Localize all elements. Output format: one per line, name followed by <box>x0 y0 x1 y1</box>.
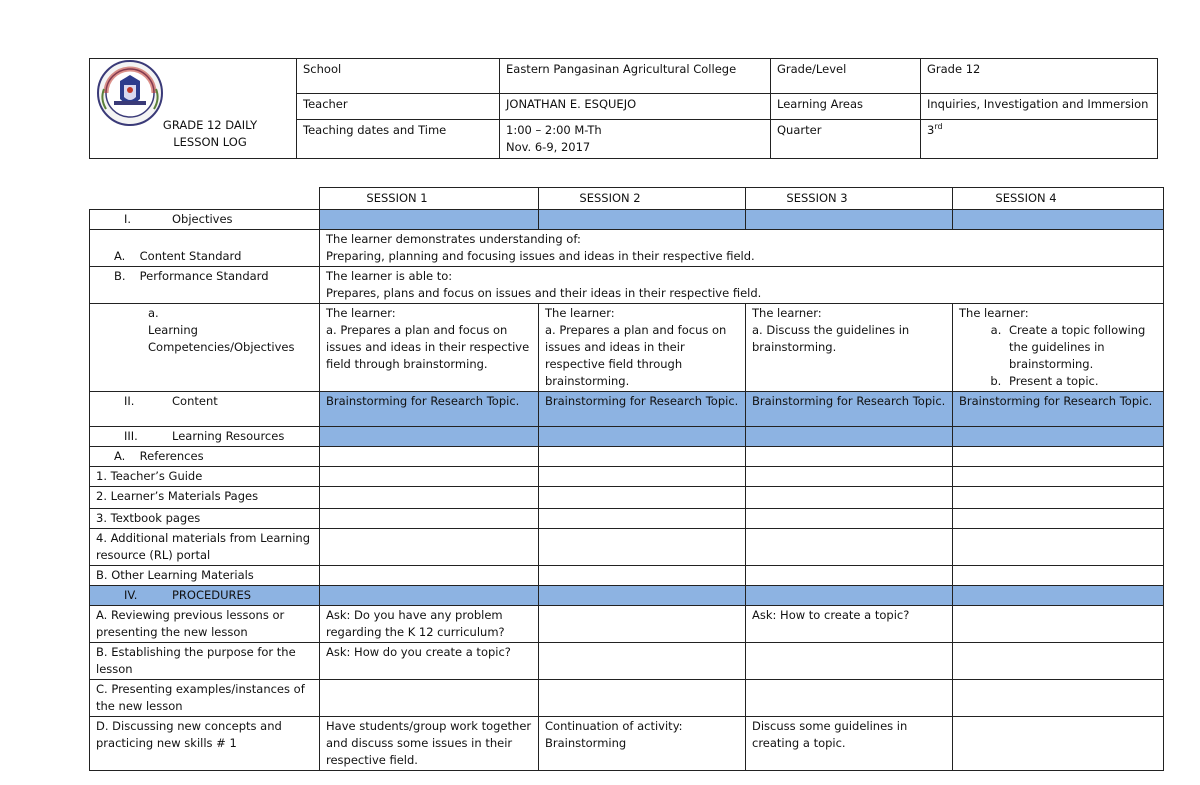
dates-value: 1:00 – 2:00 M-Th Nov. 6-9, 2017 <box>500 120 771 159</box>
competencies-s4: The learner: a. Create a topic following the guidelines in brainstorming. b. Present a topic. <box>953 304 1164 392</box>
discussing-s1: Have students/group work together and discuss some issues in their respective field. <box>320 717 539 771</box>
objectives-label: I. Objectives <box>90 210 320 230</box>
resources-s3 <box>746 427 953 447</box>
learners-materials-label: 2. Learner’s Materials Pages <box>90 487 320 509</box>
establishing-label: B. Establishing the purpose for the lesson <box>90 643 320 680</box>
quarter-label: Quarter <box>771 120 921 159</box>
reviewing-s1: Ask: Do you have any problem regarding the K 12 curriculum? <box>320 606 539 643</box>
session-4-header: SESSION 4 <box>953 188 1164 210</box>
establishing-s1: Ask: How do you create a topic? <box>320 643 539 680</box>
content-label: II. Content <box>90 392 320 427</box>
resources-s2 <box>539 427 746 447</box>
additional-materials-label: 4. Additional materials from Learning resource (RL) portal <box>90 529 320 566</box>
competencies-label: a.Learning Competencies/Objectives <box>90 304 320 392</box>
objectives-s1 <box>320 210 539 230</box>
dates-label: Teaching dates and Time <box>297 120 500 159</box>
content-standard-value: The learner demonstrates understanding of: Preparing, planning and focusing issues and ideas in their respective field. <box>320 230 1164 267</box>
discussing-s4 <box>953 717 1164 771</box>
reviewing-s3: Ask: How to create a topic? <box>746 606 953 643</box>
content-s2: Brainstorming for Research Topic. <box>539 392 746 427</box>
objectives-s2 <box>539 210 746 230</box>
procedures-label: IV. PROCEDURES <box>90 586 320 606</box>
resources-s4 <box>953 427 1164 447</box>
reviewing-s2 <box>539 606 746 643</box>
references-label: A. References <box>90 447 320 467</box>
competencies-s1: The learner: a. Prepares a plan and focus on issues and ideas in their respective field through brainstorming. <box>320 304 539 392</box>
grade-label: Grade/Level <box>771 59 921 94</box>
header-table <box>89 58 1158 159</box>
competency-item: b. Present a topic. <box>1005 373 1157 390</box>
school-label: School <box>297 59 500 94</box>
header-logo-cell <box>90 59 297 159</box>
content-s3: Brainstorming for Research Topic. <box>746 392 953 427</box>
competencies-s2: The learner: a. Prepares a plan and focus on issues and ideas in their respective field through brainstorming. <box>539 304 746 392</box>
resources-label: III. Learning Resources <box>90 427 320 447</box>
performance-standard-value: The learner is able to: Prepares, plans and focus on issues and their ideas in their respective field. <box>320 267 1164 304</box>
reviewing-s4 <box>953 606 1164 643</box>
school-value: Eastern Pangasinan Agricultural College <box>500 59 771 94</box>
session-1-header: SESSION 1 <box>320 188 539 210</box>
discussing-label: D. Discussing new concepts and practicing new skills # 1 <box>90 717 320 771</box>
resources-s1 <box>320 427 539 447</box>
reviewing-label: A. Reviewing previous lessons or presenting the new lesson <box>90 606 320 643</box>
discussing-s2: Continuation of activity: Brainstorming <box>539 717 746 771</box>
teacher-label: Teacher <box>297 94 500 120</box>
content-s4: Brainstorming for Research Topic. <box>953 392 1164 427</box>
areas-value: Inquiries, Investigation and Immersion <box>921 94 1158 120</box>
content-standard-label: A. Content Standard <box>90 230 320 267</box>
areas-label: Learning Areas <box>771 94 921 120</box>
teachers-guide-label: 1. Teacher’s Guide <box>90 467 320 487</box>
objectives-s3 <box>746 210 953 230</box>
discussing-s3: Discuss some guidelines in creating a topic. <box>746 717 953 771</box>
presenting-label: C. Presenting examples/instances of the new lesson <box>90 680 320 717</box>
content-s1: Brainstorming for Research Topic. <box>320 392 539 427</box>
textbook-pages-label: 3. Textbook pages <box>90 509 320 529</box>
blank-corner <box>90 188 320 210</box>
other-materials-label: B. Other Learning Materials <box>90 566 320 586</box>
competency-item: a. Create a topic following the guidelines in brainstorming. <box>1005 322 1157 373</box>
session-3-header: SESSION 3 <box>746 188 953 210</box>
objectives-s4 <box>953 210 1164 230</box>
performance-standard-label: B. Performance Standard <box>90 267 320 304</box>
competencies-s3: The learner: a. Discuss the guidelines in brainstorming. <box>746 304 953 392</box>
grade-value: Grade 12 <box>921 59 1158 94</box>
lesson-log-table <box>89 187 1164 771</box>
quarter-value: 3rd <box>921 120 1158 159</box>
page-title: GRADE 12 DAILY LESSON LOG <box>162 118 258 149</box>
teacher-value: JONATHAN E. ESQUEJO <box>500 94 771 120</box>
session-2-header: SESSION 2 <box>539 188 746 210</box>
